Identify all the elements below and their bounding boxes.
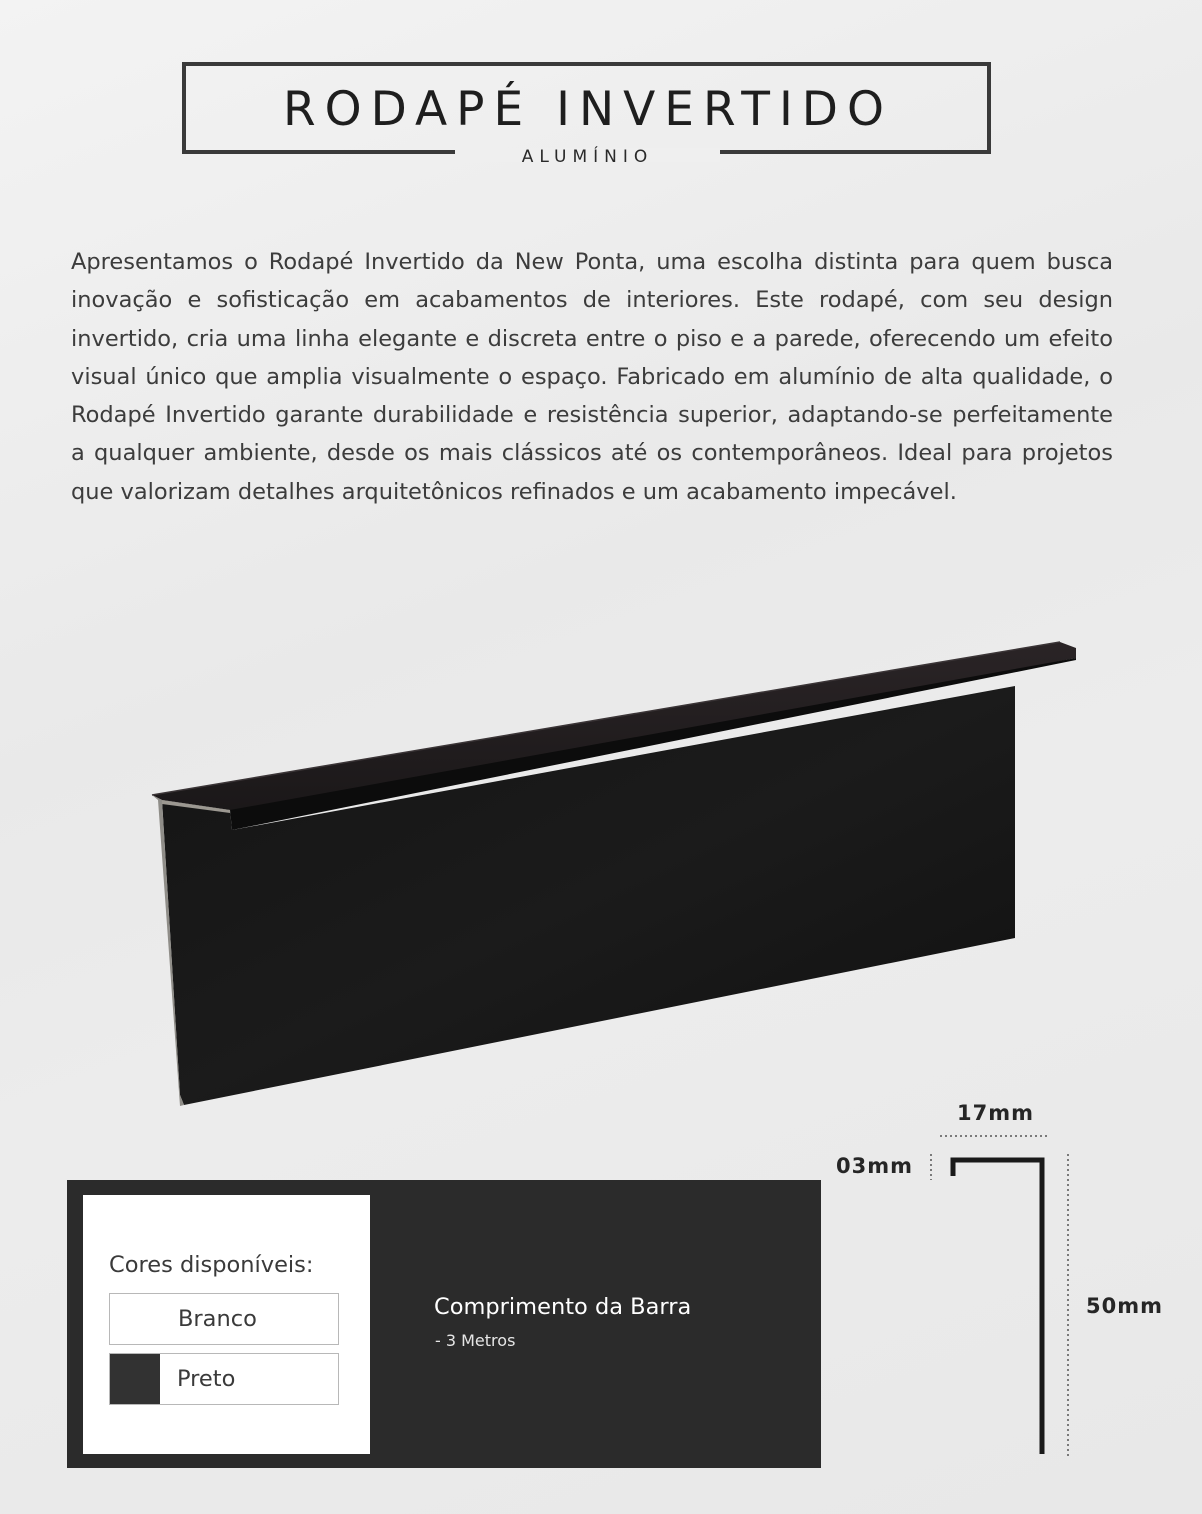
page-subtitle: ALUMÍNIO — [521, 147, 654, 167]
page-title: RODAPÉ INVERTIDO — [282, 82, 893, 137]
length-title: Comprimento da Barra — [434, 1294, 692, 1320]
product-description: Apresentamos o Rodapé Invertido da New Ponta, uma escolha distinta para quem busca inovação e sofisticação em acabamentos de interiores. Este rodapé, com seu design invertido, cria uma linha elegante e discreta entre o piso e a parede, oferecendo um efeito visual único que amplia visualmente o espaço. Fabricado em alumínio de alta qualidade, o Rodapé Invertido garante durabilidade e resistência superior, adaptando-se perfeitamente a qualquer ambiente, desde os mais clássicos até os contemporâneos. Ideal para projetos que valorizam detalhes arquitetônicos refinados e um acabamento impecável. — [71, 249, 1113, 505]
colors-heading: Cores disponíveis: — [109, 1252, 314, 1278]
dimension-height-label: 50mm — [1086, 1294, 1163, 1318]
profile-dimension-diagram — [900, 1120, 1090, 1465]
color-option-branco — [109, 1293, 339, 1345]
length-value: - 3 Metros — [435, 1331, 516, 1350]
dimension-width-label: 17mm — [957, 1101, 1034, 1125]
dimension-thickness-label: 03mm — [836, 1154, 913, 1178]
color-option-preto — [109, 1353, 339, 1405]
product-image — [140, 630, 1090, 1120]
black-swatch — [110, 1354, 160, 1404]
color-label-preto: Preto — [177, 1366, 236, 1392]
color-label-branco: Branco — [178, 1306, 257, 1332]
